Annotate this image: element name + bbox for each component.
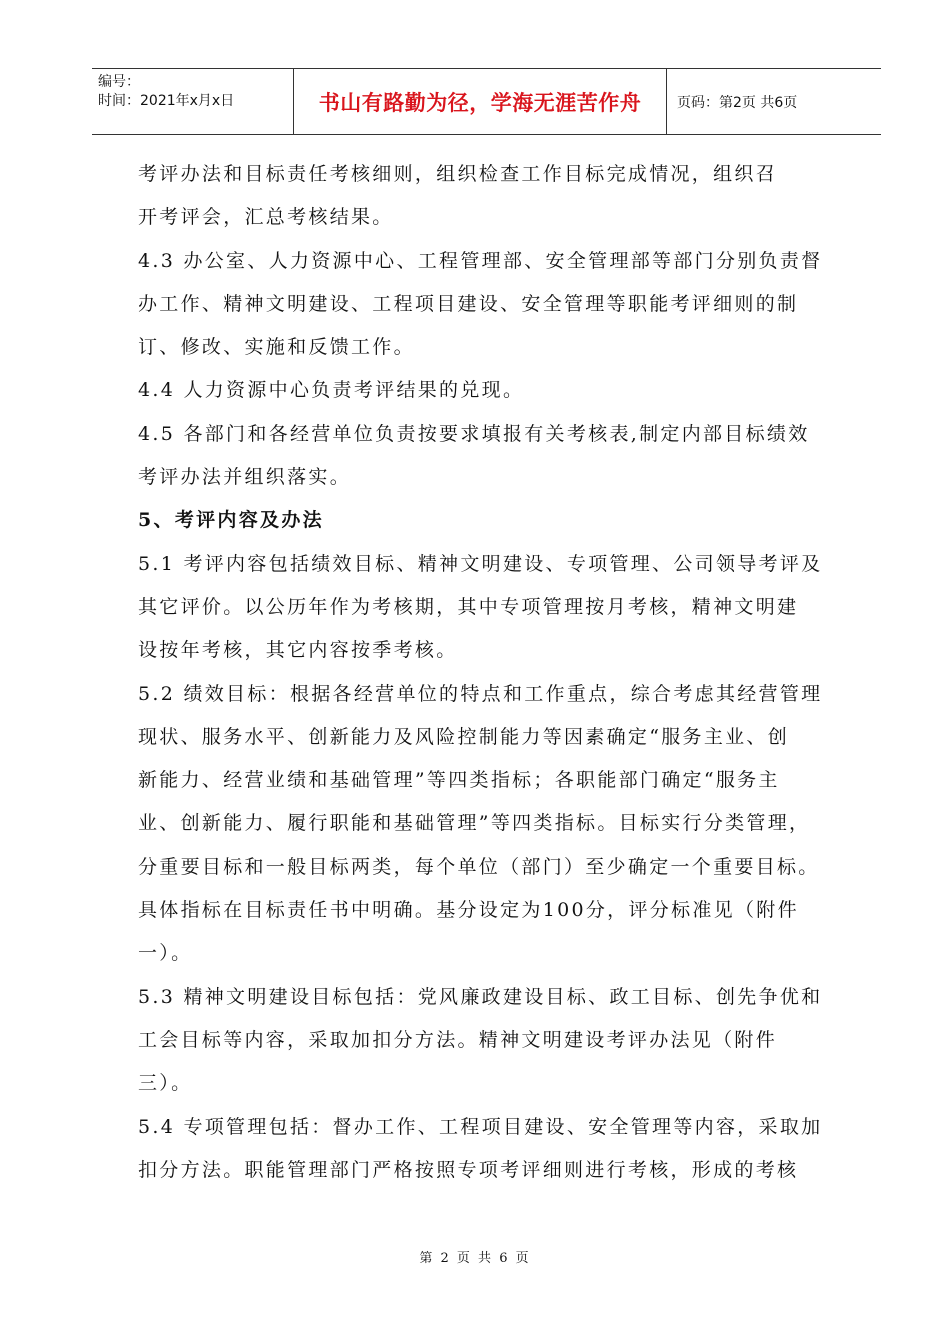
- body-line: 5.1 考评内容包括绩效目标、精神文明建设、专项管理、公司领导考评及: [138, 552, 823, 575]
- page-header: [92, 68, 881, 135]
- body-line: 具体指标在目标责任书中明确。基分设定为100分，评分标准见（附件: [138, 899, 799, 922]
- body-line: 办工作、精神文明建设、工程项目建设、安全管理等职能考评细则的制: [138, 292, 799, 315]
- body-line: 4.5 各部门和各经营单位负责按要求填报有关考核表,制定内部目标绩效: [138, 422, 810, 445]
- document-body: [138, 153, 843, 1192]
- body-line: 三）。: [138, 1072, 193, 1095]
- body-line: 考评办法并组织落实。: [138, 466, 352, 489]
- header-page-info: 页码：第2页 共6页: [677, 94, 798, 111]
- body-line: 5.2 绩效目标：根据各经营单位的特点和工作重点，综合考虑其经营管理: [138, 682, 823, 705]
- body-line: 5.4 专项管理包括：督办工作、工程项目建设、安全管理等内容，采取加: [138, 1115, 823, 1138]
- body-line: 现状、服务水平、创新能力及风险控制能力等因素确定“服务主业、创: [138, 725, 790, 748]
- body-line: 分重要目标和一般目标两类，每个单位（部门）至少确定一个重要目标。: [138, 855, 820, 878]
- body-line: 新能力、经营业绩和基础管理”等四类指标；各职能部门确定“服务主: [138, 769, 780, 792]
- body-line: 4.4 人力资源中心负责考评结果的兑现。: [138, 379, 525, 402]
- body-line: 扣分方法。职能管理部门严格按照专项考评细则进行考核，形成的考核: [138, 1158, 799, 1181]
- body-line: 考评办法和目标责任考核细则，组织检查工作目标完成情况，组织召: [138, 163, 778, 185]
- body-line: 订、修改、实施和反馈工作。: [138, 336, 415, 359]
- header-number: 编号：: [98, 74, 140, 90]
- body-line: 其它评价。以公历年作为考核期，其中专项管理按月考核，精神文明建: [138, 595, 799, 618]
- section-heading: 5、考评内容及办法: [138, 509, 324, 532]
- header-meta: [92, 69, 294, 134]
- header-motto: 书山有路勤为径，学海无涯苦作舟: [294, 69, 667, 134]
- body-line: 设按年考核，其它内容按季考核。: [138, 639, 458, 662]
- body-line: 工会目标等内容，采取加扣分方法。精神文明建设考评办法见（附件: [138, 1028, 778, 1051]
- body-line: 5.3 精神文明建设目标包括：党风廉政建设目标、政工目标、创先争优和: [138, 985, 823, 1008]
- header-time: 时间：2021年x月x日: [98, 93, 235, 109]
- page-footer: 第 2 页 共 6 页: [419, 1251, 531, 1266]
- body-line: 4.3 办公室、人力资源中心、工程管理部、安全管理部等部门分别负责督: [138, 249, 823, 272]
- body-line: 开考评会，汇总考核结果。: [138, 206, 394, 229]
- body-line: 业、创新能力、履行职能和基础管理”等四类指标。目标实行分类管理，: [138, 812, 811, 835]
- body-line: 一）。: [138, 942, 193, 965]
